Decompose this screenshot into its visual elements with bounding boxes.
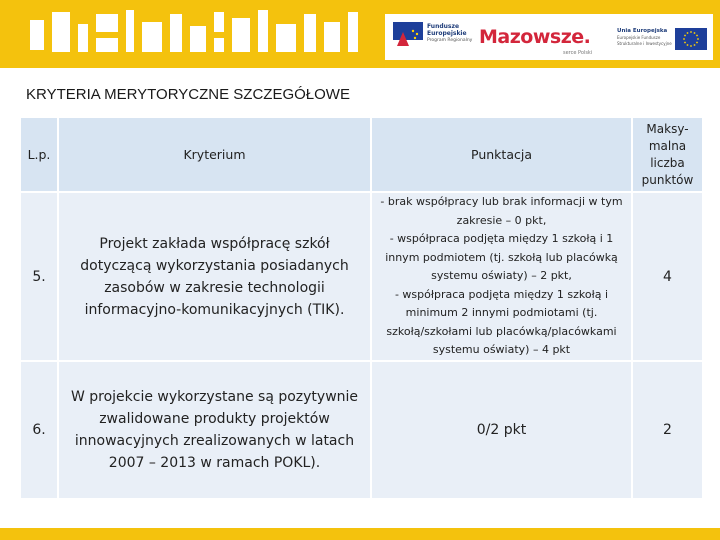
decorative-banner-pattern — [0, 0, 380, 68]
fundusze-logo-text: Fundusze Europejskie Program Regionalny — [427, 23, 473, 43]
row-6-max: 2 — [633, 362, 702, 498]
header-kryterium: Kryterium — [59, 118, 370, 191]
header-lp: L.p. — [21, 118, 57, 191]
bottom-banner — [0, 528, 720, 540]
eu-flag-icon — [675, 28, 707, 50]
row-5-punktacja: - brak współpracy lub brak informacji w tym zakresie – 0 pkt, - współpraca podjęta między 1 szkołą i 1 innym podmiotem (tj. szkołą lub placówką systemu oświaty) – 2 pkt, - współpraca podjęta między 1 szkołą i minimum 2 innymi podmiotami (tj. szkołą/szkołami lub placówką/placówkami systemu oświaty) – 4 pkt — [372, 193, 631, 360]
row-6-kryterium: W projekcie wykorzystane są pozytywnie zwalidowane produkty projektów innowacyjnych zrealizowanych w latach 2007 – 2013 w ramach POKL). — [59, 362, 370, 498]
page-title: KRYTERIA MERYTORYCZNE SZCZEGÓŁOWE — [26, 86, 350, 103]
eu-logo-text: Unia Europejska Europejskie Fundusze Strukturalne i Inwestycyjne — [617, 28, 672, 46]
row-6-lp: 6. — [21, 362, 57, 498]
header-max-points: Maksy- malna liczba punktów — [633, 118, 702, 191]
mazowsze-logo: Mazowsze. — [479, 26, 591, 48]
row-5-kryterium: Projekt zakłada współpracę szkół dotyczącą wykorzystania posiadanych zasobów w zakresie technologii informacyjno-komunikacyjnych (TIK). — [59, 193, 370, 360]
logo-panel — [385, 14, 713, 60]
row-5-lp: 5. — [21, 193, 57, 360]
criteria-table — [21, 118, 702, 498]
fundusze-europejskie-logo-icon — [393, 22, 423, 52]
mazowsze-logo-subtitle: serce Polski — [563, 50, 593, 56]
row-6-punktacja: 0/2 pkt — [372, 362, 631, 498]
top-banner — [0, 0, 720, 68]
row-5-max: 4 — [633, 193, 702, 360]
header-punktacja: Punktacja — [372, 118, 631, 191]
